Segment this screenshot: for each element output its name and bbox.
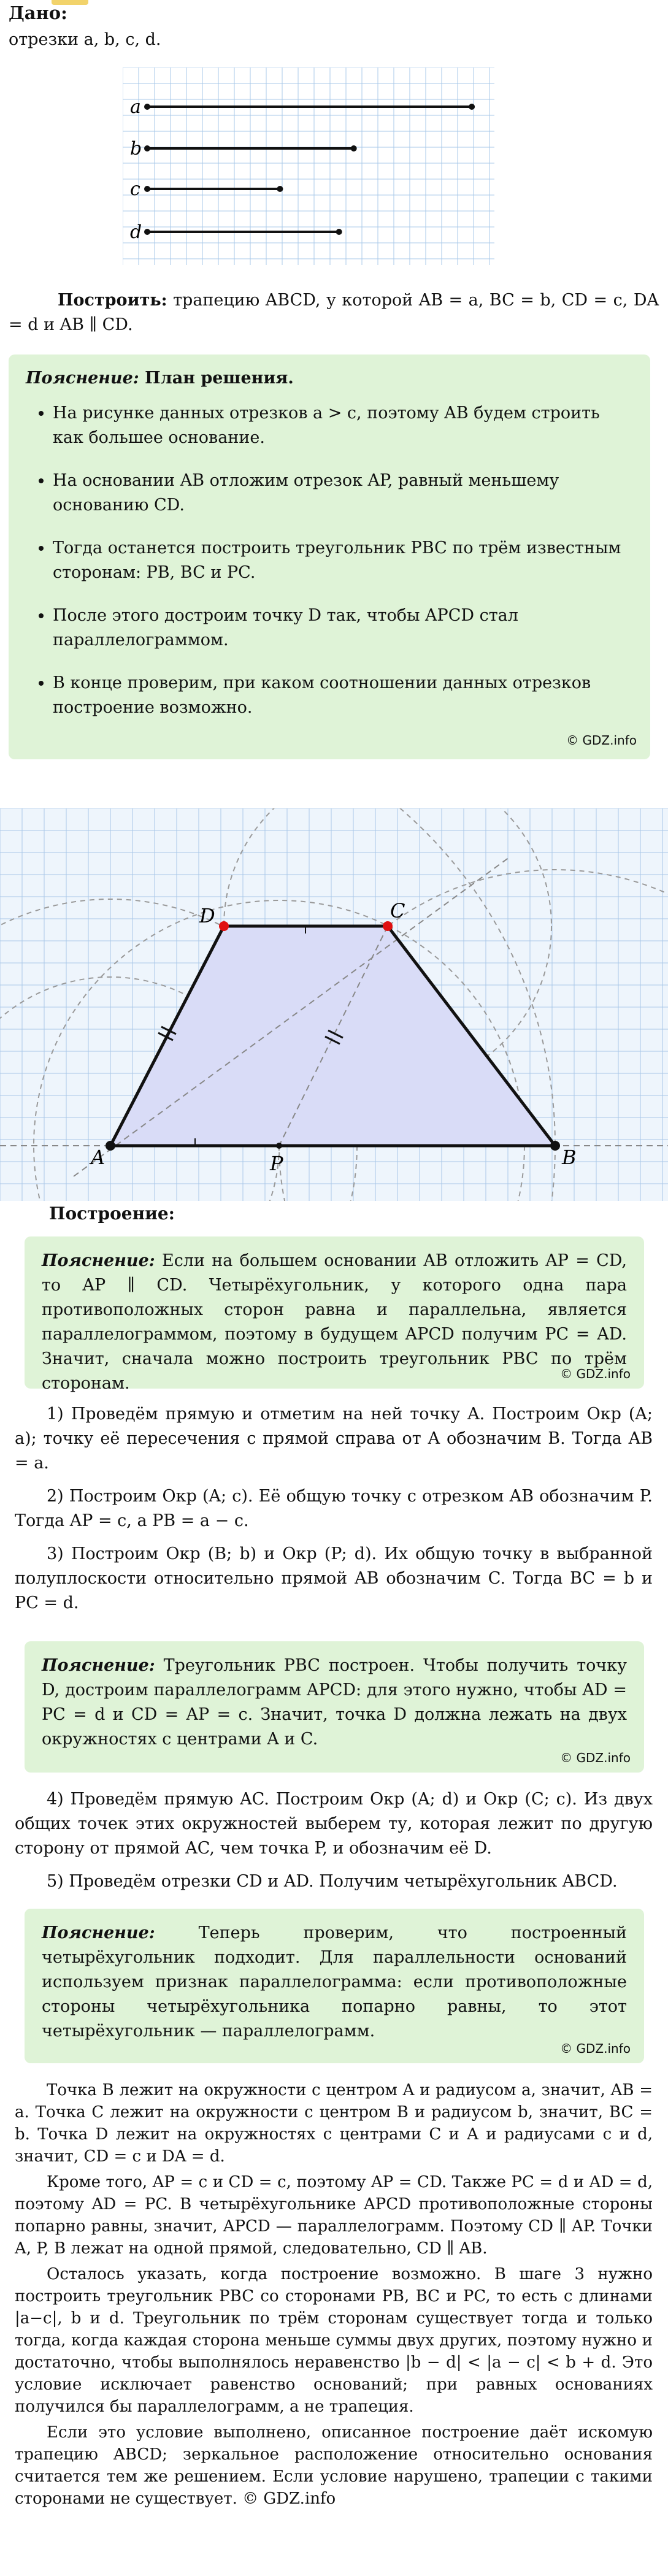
step-item: 4) Проведём прямую AC. Построим Окр (A; d) и Окр (C; c). Из двух общих точек этих окружностей выберем ту, которая лежит по другую сторону от прямой AC, чем точка P, и обозначим её D. [15,1790,653,1858]
given-title: Дано: [9,2,67,23]
point-c [383,921,393,931]
proof-paragraph: Кроме того, AP = c и CD = c, поэтому AP = CD. Также PC = d и AD = d, поэтому AD = PC. В четырёхугольнике APCD противоположные стороны попарно равны, значит, APCD — параллелограмм. Поэтому CD ∥ AP. Точки A, P, B лежат на одной прямой, следовательно, CD ∥ AB. [15,2173,653,2258]
note3-text: Теперь проверим, что построенный четырёхугольник подходит. Для параллельности оснований используем признак параллелограмма: если противоположные стороны четырёхугольника попарно равны, то этот четырёхугольник — параллелограмм. [42,1923,627,2041]
step-item: 5) Проведём отрезки CD и AD. Получим четырёхугольник ABCD. [47,1872,618,1891]
segment-a-start [144,104,150,110]
task-label: Построить: [58,291,167,310]
steps-1-3 [15,1402,653,1624]
plan-item: • В конце проверим, при каком соотношении данных отрезков построение возможно. [53,671,633,720]
note2-copyright: © GDZ.info [560,1750,631,1765]
label-c: C [390,899,405,922]
segment-label-b: b [130,138,142,159]
note1-copyright: © GDZ.info [560,1367,631,1381]
step-item: 3) Построим Окр (B; b) и Окр (P; d). Их общую точку в выбранной полуплоскости относительно прямой AB обозначим C. Тогда BC = b и PC = d. [15,1544,653,1612]
given-segments-figure [123,67,503,276]
segment-a-end [469,104,475,110]
note2-header: Пояснение: [42,1656,155,1675]
segment-label-a: a [130,96,141,118]
plan-item: • Тогда останется построить треугольник PBC по трём известным сторонам: PB, BC и PC. [53,536,633,585]
label-a: A [91,1146,106,1169]
segment-c-start [144,186,150,192]
steps-4-5 [15,1787,653,1903]
plan-item: • После этого достроим точку D так, чтобы APCD стал параллелограммом. [53,604,633,653]
plan-list [26,401,633,720]
point-p [276,1143,282,1149]
plan-header: Пояснение: [26,369,139,388]
segment-d-end [336,229,342,235]
point-b [550,1141,560,1151]
construction-title: Построение: [49,1203,175,1224]
segment-c-end [277,186,283,192]
plan-copyright: © GDZ.info [566,733,637,748]
proof-paragraph: Осталось указать, когда построение возможно. В шаге 3 нужно построить треугольник PBC со сторонами PB, BC и PC, то есть с длинами |a−c|, b и d. Треугольник по трём сторонам существует тогда и только тогда, когда каждая сторона меньше суммы двух других, поэтому нужно и достаточно, чтобы выполнялось неравенство |b − d| < |a − c| < b + d. Это условие исключает равенство оснований; при равных основаниях получился бы параллелограмм, а не трапеция. [15,2265,653,2416]
task-statement [9,288,659,346]
segment-label-d: d [130,221,142,243]
note2-text: Треугольник PBC построен. Чтобы получить точку D, достроим параллелограмм APCD: для этого нужно, чтобы AD = PC = d и CD = AP = c. Значит, точка D должна лежать на двух окружностях с центрами A и C. [42,1656,627,1749]
point-a [106,1141,115,1151]
segment-label-c: c [130,178,140,200]
proof [15,2079,653,2513]
construction-figure [0,808,668,1201]
note-1 [25,1236,644,1393]
plan-item: • На основании AB отложим отрезок AP, равный меньшему основанию CD. [53,469,633,518]
note1-text: Если на большем основании AB отложить AP = CD, то AP ∥ CD. Четырёхугольник, у которого одна пара противоположных сторон равна и параллельна, является параллелограммом, поэтому в будущем APCD получим PC = AD. Значит, сначала можно построить треугольник PBC по трём сторонам. [42,1251,627,1393]
given-text: отрезки a, b, c, d. [9,30,161,49]
step-item: 1) Проведём прямую и отметим на ней точку A. Построим Окр (A; a); точку её пересечения с прямой справа от A обозначим B. Тогда AB = a. [15,1405,653,1473]
plan-item: • На рисунке данных отрезков a > c, поэтому AB будем строить как большее основание. [53,401,633,450]
task-text: трапецию ABCD, у которой AB = a, BC = b, CD = c, DA = d и AB ∥ CD. [9,291,659,334]
proof-paragraph: Точка B лежит на окружности с центром A и радиусом a, значит, AB = a. Точка C лежит на окружности с центром B и радиусом b, значит, BC = b. Точка D лежит на окружностях с центрами C и A и радиусами c и d, значит, CD = c и DA = d. [15,2081,653,2166]
note1-header: Пояснение: [42,1251,155,1270]
label-p: P [270,1152,283,1175]
label-b: B [562,1146,577,1169]
segment-b-end [351,145,357,151]
segment-b-start [144,145,150,151]
note-3 [25,1909,644,2063]
plan-header-rest: План решения. [139,369,294,388]
note3-header: Пояснение: [42,1923,155,1942]
label-d: D [199,904,215,927]
proof-paragraph: Если это условие выполнено, описанное построение даёт искомую трапецию ABCD; зеркальное расположение относительно основания считается тем же решением. Если условие нарушено, трапеции с такими сторонами не существует. © GDZ.info [15,2423,653,2508]
step-item: 2) Построим Окр (A; c). Её общую точку с отрезком AB обозначим P. Тогда AP = c, а PB = a − c. [15,1487,653,1530]
point-d [219,921,229,931]
note3-copyright: © GDZ.info [560,2041,631,2056]
note-2 [25,1641,644,1773]
segment-d-start [144,229,150,235]
plan-note [9,355,650,759]
